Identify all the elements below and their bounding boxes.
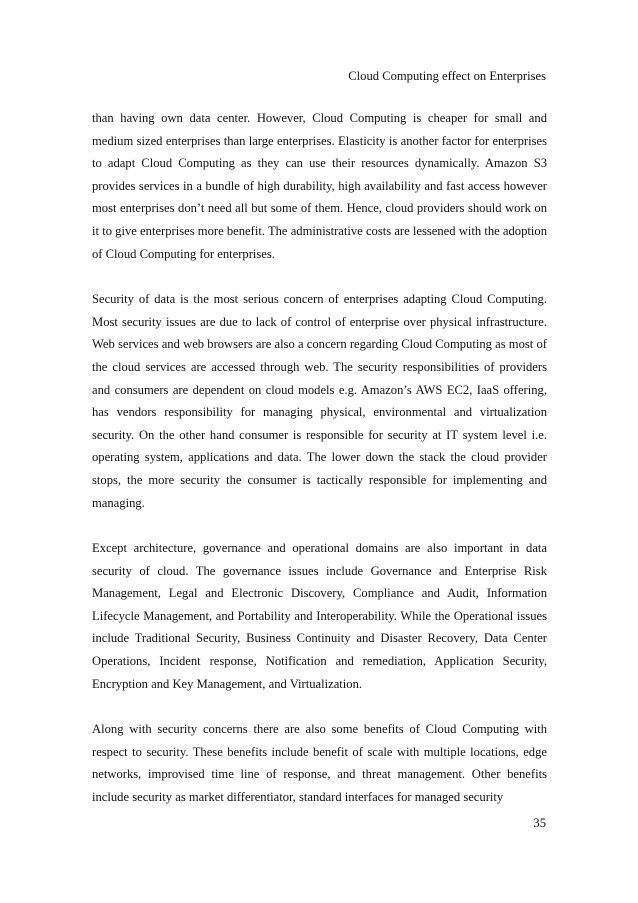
page-number: 35 xyxy=(533,816,546,830)
paragraph-security-benefits: Along with security concerns there are also some benefits of Cloud Computing with respect to security. These benefits include benefit of scale with multiple locations, edge networks, improvised time line of response, and threat management. Other benefits include security as market differentiator, standard interfaces for managed security xyxy=(92,722,547,805)
body-text xyxy=(92,107,547,832)
paragraph-governance-operations: Except architecture, governance and operational domains are also important in data security of cloud. The governance issues include Governance and Enterprise Risk Management, Legal and Electronic Discovery, Compliance and Audit, Information Lifecycle Management, and Portability and Interoperability. While the Operational issues include Traditional Security, Business Continuity and Disaster Recovery, Data Center Operations, Incident response, Notification and remediation, Application Security, Encryption and Key Management, and Virtualization. xyxy=(92,541,547,691)
running-header: Cloud Computing effect on Enterprises xyxy=(348,69,546,83)
paragraph-continuation: than having own data center. However, Cloud Computing is cheaper for small and medium sized enterprises than large enterprises. Elasticity is another factor for enterprises to adapt Cloud Computing as they can use their resources dynamically. Amazon S3 provides services in a bundle of high durability, high availability and fast access however most enterprises don’t need all but some of them. Hence, cloud providers should work on it to give enterprises more benefit. The administrative costs are lessened with the adoption of Cloud Computing for enterprises. xyxy=(92,111,547,261)
paragraph-data-security: Security of data is the most serious concern of enterprises adapting Cloud Computing. Most security issues are due to lack of control of enterprise over physical infrastructure. Web services and web browsers are also a concern regarding Cloud Computing as most of the cloud services are accessed through web. The security responsibilities of providers and consumers are dependent on cloud models e.g. Amazon’s AWS EC2, IaaS offering, has vendors responsibility for managing physical, environmental and virtualization security. On the other hand consumer is responsible for security at IT system level i.e. operating system, applications and data. The lower down the stack the cloud provider stops, the more security the consumer is tactically responsible for implementing and managing. xyxy=(92,292,547,510)
